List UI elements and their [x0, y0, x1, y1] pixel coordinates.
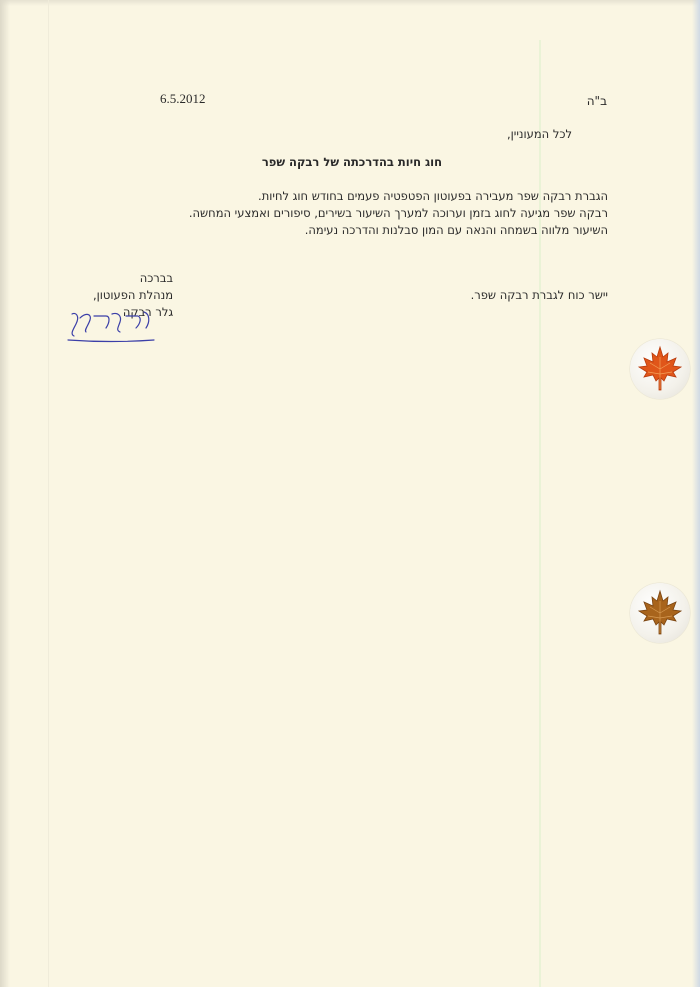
paper-edge-right	[692, 0, 700, 987]
letter-title: חוג חיות בהדרכתה של רבקה שפר	[261, 155, 442, 169]
letter-bh-header: ב"ה	[586, 94, 607, 108]
letter-body	[189, 188, 608, 239]
paper-edge-left	[0, 0, 10, 987]
handwritten-signature	[66, 306, 158, 350]
letter-greeting: לכל המעוניין,	[506, 127, 572, 141]
paper-fold-line-left	[48, 0, 49, 987]
letter-body-line: השיעור מלווה בשמחה והנאה עם המון סבלנות והדרכה נעימה.	[304, 223, 608, 237]
closing-role: מנהלת הפעוטון,	[93, 288, 174, 302]
paper-fold-line	[539, 40, 541, 987]
leaf-sticker	[630, 339, 690, 399]
letter-body-line: הגברת רבקה שפר מעבירה בפעוטון הפטפטיה פעמים בחודש חוג לחיות.	[258, 189, 608, 203]
letter-date: 6.5.2012	[160, 91, 206, 106]
letter-thanks: יישר כוח לגברת רבקה שפר.	[470, 288, 608, 302]
leaf-sticker	[630, 583, 690, 643]
closing-name: גלר רבקה	[122, 305, 174, 319]
letter-body-line: רבקה שפר מגיעה לחוג בזמן וערוכה למערך השיעור בשירים, סיפורים ואמצעי המחשה.	[188, 206, 608, 220]
paper-edge-top	[0, 0, 700, 6]
closing-regards: בברכה	[139, 271, 174, 285]
